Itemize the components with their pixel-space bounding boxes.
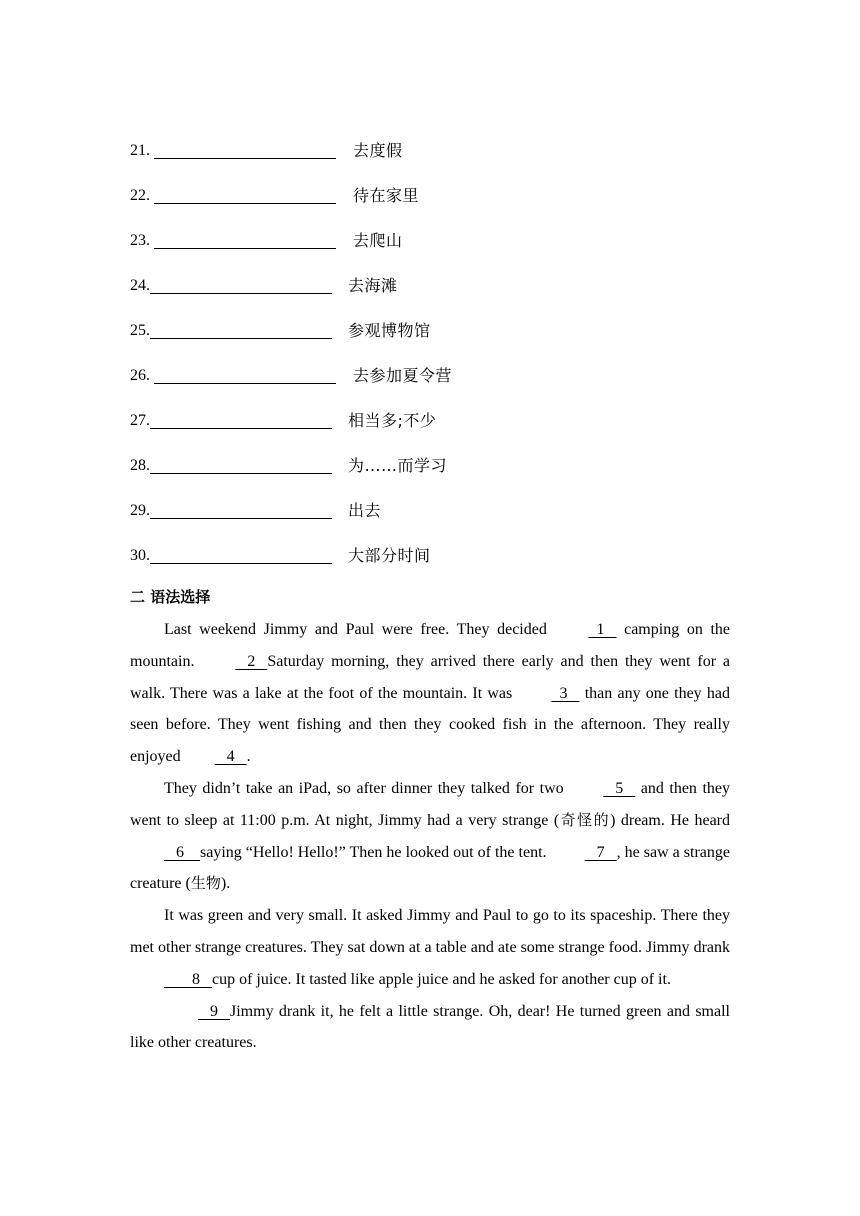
passage-text: , he saw a strange creature ( [130,843,730,893]
answer-blank[interactable] [150,543,332,564]
vocab-item [130,138,730,183]
vocab-number: 26. [130,367,150,384]
vocab-number: 23. [130,232,150,249]
passage-text: ) dream. He heard [610,811,730,829]
vocab-item [130,363,730,408]
blank-4[interactable]: 4 [214,748,247,766]
passage-text: . [246,748,251,766]
passage-paragraph-4 [130,996,730,1060]
blank-5[interactable]: 5 [603,779,636,797]
vocab-number: 21. [130,142,150,159]
vocab-item [130,318,730,363]
passage-text: camping on the mountain. [130,621,731,670]
passage-paragraph-1 [130,614,730,773]
chinese-gloss: 奇怪的 [559,810,611,829]
passage-paragraph-2 [130,773,730,900]
vocab-item [130,408,730,453]
passage-text: saying “Hello! Hello!” Then he looked out of the tent. [200,843,551,861]
blank-3[interactable]: 3 [551,684,580,702]
blank-1[interactable]: 1 [588,621,617,638]
answer-blank[interactable] [154,228,336,249]
vocab-chinese: 去爬山 [353,231,403,250]
vocab-chinese: 大部分时间 [348,546,431,565]
grammar-passage [130,614,730,1059]
vocab-number: 24. [130,277,150,294]
passage-text: Jimmy drank it, he felt a little strange. Oh, dear! He turned green and small like other creatures. [130,1002,730,1052]
vocab-item [130,453,730,498]
vocab-item [130,498,730,543]
blank-6[interactable]: 6 [164,843,200,861]
vocab-item [130,543,730,588]
passage-text: and then they went to sleep at 11:00 p.m. At night, Jimmy had a very strange ( [130,779,731,829]
vocabulary-list [130,138,730,588]
answer-blank[interactable] [150,318,332,339]
vocab-item [130,183,730,228]
passage-text: ). [220,875,231,893]
vocab-number: 27. [130,412,150,429]
vocab-chinese: 相当多;不少 [348,411,437,430]
passage-text: cup of juice. It tasted like apple juice and he asked for another cup of it. [212,970,671,988]
vocab-number: 25. [130,322,150,339]
passage-text: Saturday morning, they arrived there early and then they went for a walk. There was a lake at the foot of the mountain. It was [130,652,731,702]
answer-blank[interactable] [154,183,336,204]
vocab-item [130,228,730,273]
blank-8[interactable]: 8 [164,970,212,988]
answer-blank[interactable] [150,408,332,429]
vocab-chinese: 为……而学习 [348,456,448,475]
answer-blank[interactable] [150,273,332,294]
passage-text: It was green and very small. It asked Jimmy and Paul to go to its spaceship. There they met other strange creatures. They sat down at a table and ate some strange food. Jimmy drank [130,907,730,956]
section-heading: 二 语法选择 [130,588,211,606]
vocab-number: 30. [130,547,150,564]
answer-blank[interactable] [154,363,336,384]
vocab-chinese: 参观博物馆 [348,321,431,340]
chinese-gloss: 生物 [190,874,221,893]
vocab-item [130,273,730,318]
vocab-chinese: 去参加夏令营 [353,366,453,385]
passage-paragraph-3 [130,900,730,995]
vocab-chinese: 出去 [348,501,382,520]
vocab-chinese: 去度假 [353,141,403,160]
vocab-chinese: 去海滩 [348,276,398,295]
vocab-number: 29. [130,502,150,519]
vocab-chinese: 待在家里 [353,186,420,205]
answer-blank[interactable] [150,498,332,519]
vocab-number: 28. [130,457,150,474]
passage-text: They didn’t take an iPad, so after dinner they talked for two [164,779,570,797]
answer-blank[interactable] [154,138,336,159]
answer-blank[interactable] [150,453,332,474]
blank-2[interactable]: 2 [235,652,268,670]
blank-9[interactable]: 9 [198,1002,230,1020]
passage-text: Last weekend Jimmy and Paul were free. They decided [164,621,555,638]
vocab-number: 22. [130,187,150,204]
blank-7[interactable]: 7 [584,843,617,861]
passage-text: than any one they had seen before. They went fishing and then they cooked fish in the afternoon. They really enjoyed [130,684,730,766]
